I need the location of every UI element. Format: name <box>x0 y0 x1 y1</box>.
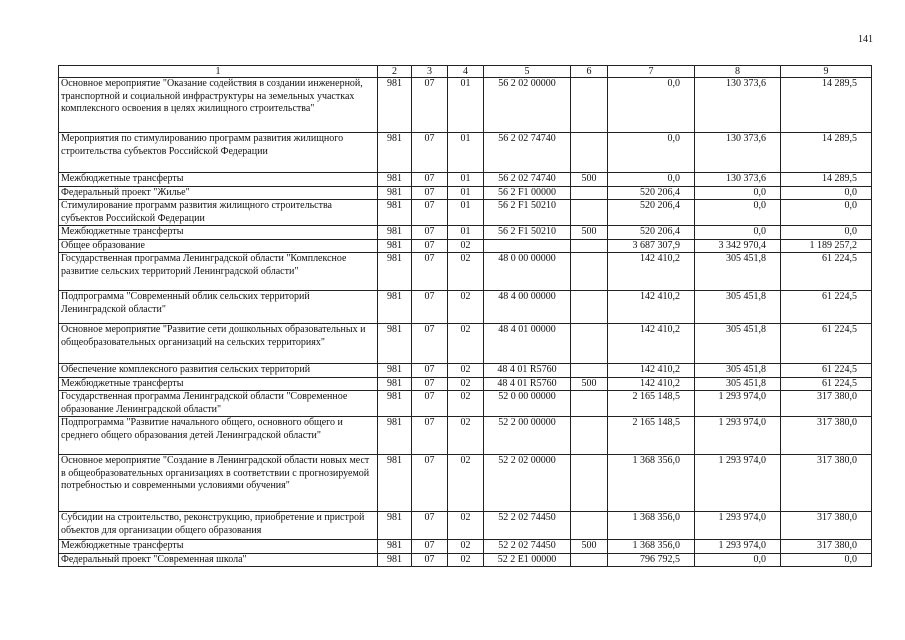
column-header: 2 <box>378 66 412 78</box>
ministry-code-cell: 981 <box>378 417 412 455</box>
amount-col9-cell: 14 289,5 <box>781 78 872 133</box>
target-article-cell: 56 2 F1 50210 <box>484 200 571 226</box>
target-article-cell: 48 4 01 R5760 <box>484 364 571 378</box>
expense-type-cell: 500 <box>571 540 608 554</box>
amount-col8-cell: 305 451,8 <box>695 324 781 364</box>
amount-col8-cell: 1 293 974,0 <box>695 417 781 455</box>
row-name-cell: Государственная программа Ленинградской области "Современное образование Ленинградской области" <box>59 391 378 417</box>
expense-type-cell <box>571 364 608 378</box>
table-row <box>59 455 872 512</box>
ministry-code-cell: 981 <box>378 78 412 133</box>
section-code-cell: 07 <box>412 377 448 391</box>
table-row <box>59 324 872 364</box>
subsection-code-cell: 01 <box>448 78 484 133</box>
subsection-code-cell: 02 <box>448 553 484 567</box>
expense-type-cell <box>571 200 608 226</box>
row-name-cell: Федеральный проект "Современная школа" <box>59 553 378 567</box>
section-code-cell: 07 <box>412 173 448 187</box>
row-name-cell: Межбюджетные трансферты <box>59 226 378 240</box>
ministry-code-cell: 981 <box>378 553 412 567</box>
row-name-cell: Субсидии на строительство, реконструкцию, приобретение и пристрой объектов для организации общего образования <box>59 512 378 540</box>
ministry-code-cell: 981 <box>378 391 412 417</box>
table-row <box>59 173 872 187</box>
target-article-cell: 52 2 02 74450 <box>484 540 571 554</box>
amount-col7-cell: 520 206,4 <box>608 200 695 226</box>
amount-col9-cell: 61 224,5 <box>781 324 872 364</box>
section-code-cell: 07 <box>412 417 448 455</box>
column-header: 4 <box>448 66 484 78</box>
amount-col8-cell: 130 373,6 <box>695 173 781 187</box>
subsection-code-cell: 01 <box>448 226 484 240</box>
amount-col7-cell: 3 687 307,9 <box>608 239 695 253</box>
expense-type-cell <box>571 291 608 324</box>
expense-type-cell: 500 <box>571 173 608 187</box>
amount-col8-cell: 130 373,6 <box>695 78 781 133</box>
target-article-cell <box>484 239 571 253</box>
amount-col8-cell: 1 293 974,0 <box>695 391 781 417</box>
section-code-cell: 07 <box>412 253 448 291</box>
amount-col8-cell: 1 293 974,0 <box>695 512 781 540</box>
section-code-cell: 07 <box>412 186 448 200</box>
amount-col7-cell: 0,0 <box>608 78 695 133</box>
amount-col9-cell: 61 224,5 <box>781 377 872 391</box>
row-name-cell: Стимулирование программ развития жилищного строительства субъектов Российской Федерации <box>59 200 378 226</box>
expense-type-cell <box>571 512 608 540</box>
expense-type-cell <box>571 186 608 200</box>
row-name-cell: Межбюджетные трансферты <box>59 540 378 554</box>
amount-col9-cell: 0,0 <box>781 200 872 226</box>
amount-col9-cell: 0,0 <box>781 553 872 567</box>
column-header: 6 <box>571 66 608 78</box>
amount-col8-cell: 0,0 <box>695 553 781 567</box>
amount-col7-cell: 520 206,4 <box>608 226 695 240</box>
table-row <box>59 133 872 173</box>
amount-col9-cell: 14 289,5 <box>781 173 872 187</box>
row-name-cell: Основное мероприятие "Создание в Ленинградской области новых мест в общеобразовательных организациях в соответствии с прогнозируемой потребностью и современными условиями обучения" <box>59 455 378 512</box>
section-code-cell: 07 <box>412 78 448 133</box>
table-row <box>59 186 872 200</box>
column-header: 1 <box>59 66 378 78</box>
amount-col8-cell: 0,0 <box>695 200 781 226</box>
section-code-cell: 07 <box>412 391 448 417</box>
subsection-code-cell: 02 <box>448 417 484 455</box>
table-row <box>59 553 872 567</box>
expense-type-cell <box>571 391 608 417</box>
table-row <box>59 239 872 253</box>
amount-col8-cell: 130 373,6 <box>695 133 781 173</box>
subsection-code-cell: 01 <box>448 200 484 226</box>
target-article-cell: 52 2 00 00000 <box>484 417 571 455</box>
amount-col9-cell: 317 380,0 <box>781 455 872 512</box>
column-header: 5 <box>484 66 571 78</box>
ministry-code-cell: 981 <box>378 455 412 512</box>
section-code-cell: 07 <box>412 512 448 540</box>
table-row <box>59 253 872 291</box>
amount-col7-cell: 142 410,2 <box>608 364 695 378</box>
section-code-cell: 07 <box>412 133 448 173</box>
expense-type-cell <box>571 417 608 455</box>
row-name-cell: Мероприятия по стимулированию программ развития жилищного строительства субъектов Российской Федерации <box>59 133 378 173</box>
row-name-cell: Подпрограмма "Современный облик сельских территорий Ленинградской области" <box>59 291 378 324</box>
amount-col8-cell: 0,0 <box>695 186 781 200</box>
expense-type-cell <box>571 78 608 133</box>
target-article-cell: 56 2 F1 00000 <box>484 186 571 200</box>
subsection-code-cell: 01 <box>448 133 484 173</box>
row-name-cell: Государственная программа Ленинградской области "Комплексное развитие сельских территорий Ленинградской области" <box>59 253 378 291</box>
table-row <box>59 226 872 240</box>
table-row <box>59 200 872 226</box>
target-article-cell: 52 0 00 00000 <box>484 391 571 417</box>
ministry-code-cell: 981 <box>378 291 412 324</box>
ministry-code-cell: 981 <box>378 364 412 378</box>
ministry-code-cell: 981 <box>378 512 412 540</box>
amount-col8-cell: 305 451,8 <box>695 364 781 378</box>
amount-col8-cell: 3 342 970,4 <box>695 239 781 253</box>
ministry-code-cell: 981 <box>378 200 412 226</box>
amount-col9-cell: 0,0 <box>781 226 872 240</box>
expense-type-cell: 500 <box>571 377 608 391</box>
row-name-cell: Межбюджетные трансферты <box>59 377 378 391</box>
table-row <box>59 377 872 391</box>
target-article-cell: 56 2 02 74740 <box>484 173 571 187</box>
target-article-cell: 48 0 00 00000 <box>484 253 571 291</box>
table-row <box>59 78 872 133</box>
amount-col9-cell: 61 224,5 <box>781 364 872 378</box>
subsection-code-cell: 02 <box>448 239 484 253</box>
ministry-code-cell: 981 <box>378 239 412 253</box>
target-article-cell: 48 4 01 R5760 <box>484 377 571 391</box>
ministry-code-cell: 981 <box>378 324 412 364</box>
table-header-row <box>59 66 872 78</box>
amount-col9-cell: 317 380,0 <box>781 512 872 540</box>
section-code-cell: 07 <box>412 200 448 226</box>
amount-col9-cell: 317 380,0 <box>781 540 872 554</box>
row-name-cell: Межбюджетные трансферты <box>59 173 378 187</box>
expense-type-cell <box>571 253 608 291</box>
target-article-cell: 56 2 02 00000 <box>484 78 571 133</box>
amount-col8-cell: 1 293 974,0 <box>695 540 781 554</box>
amount-col9-cell: 1 189 257,2 <box>781 239 872 253</box>
amount-col9-cell: 317 380,0 <box>781 417 872 455</box>
expense-type-cell <box>571 133 608 173</box>
amount-col9-cell: 14 289,5 <box>781 133 872 173</box>
section-code-cell: 07 <box>412 364 448 378</box>
amount-col9-cell: 61 224,5 <box>781 291 872 324</box>
section-code-cell: 07 <box>412 291 448 324</box>
ministry-code-cell: 981 <box>378 173 412 187</box>
subsection-code-cell: 02 <box>448 377 484 391</box>
target-article-cell: 52 2 02 00000 <box>484 455 571 512</box>
row-name-cell: Основное мероприятие "Развитие сети дошкольных образовательных и общеобразовательных организаций на сельских территориях" <box>59 324 378 364</box>
amount-col7-cell: 796 792,5 <box>608 553 695 567</box>
amount-col8-cell: 305 451,8 <box>695 291 781 324</box>
amount-col7-cell: 142 410,2 <box>608 291 695 324</box>
expense-type-cell <box>571 239 608 253</box>
subsection-code-cell: 01 <box>448 186 484 200</box>
amount-col7-cell: 2 165 148,5 <box>608 417 695 455</box>
column-header: 9 <box>781 66 872 78</box>
amount-col8-cell: 305 451,8 <box>695 253 781 291</box>
section-code-cell: 07 <box>412 226 448 240</box>
section-code-cell: 07 <box>412 324 448 364</box>
ministry-code-cell: 981 <box>378 377 412 391</box>
subsection-code-cell: 02 <box>448 253 484 291</box>
table-row <box>59 417 872 455</box>
table-row <box>59 540 872 554</box>
amount-col7-cell: 0,0 <box>608 173 695 187</box>
amount-col9-cell: 61 224,5 <box>781 253 872 291</box>
amount-col7-cell: 1 368 356,0 <box>608 540 695 554</box>
subsection-code-cell: 02 <box>448 512 484 540</box>
amount-col7-cell: 1 368 356,0 <box>608 455 695 512</box>
ministry-code-cell: 981 <box>378 253 412 291</box>
subsection-code-cell: 02 <box>448 455 484 512</box>
ministry-code-cell: 981 <box>378 540 412 554</box>
subsection-code-cell: 01 <box>448 173 484 187</box>
column-header: 7 <box>608 66 695 78</box>
subsection-code-cell: 02 <box>448 324 484 364</box>
amount-col7-cell: 0,0 <box>608 133 695 173</box>
amount-col7-cell: 1 368 356,0 <box>608 512 695 540</box>
table-row <box>59 391 872 417</box>
expense-type-cell <box>571 324 608 364</box>
target-article-cell: 52 2 E1 00000 <box>484 553 571 567</box>
ministry-code-cell: 981 <box>378 186 412 200</box>
amount-col9-cell: 317 380,0 <box>781 391 872 417</box>
target-article-cell: 52 2 02 74450 <box>484 512 571 540</box>
ministry-code-cell: 981 <box>378 133 412 173</box>
amount-col8-cell: 0,0 <box>695 226 781 240</box>
target-article-cell: 56 2 F1 50210 <box>484 226 571 240</box>
row-name-cell: Основное мероприятие "Оказание содействия в создании инженерной, транспортной и социальной инфраструктуры на земельных участках комплексного освоения в целях жилищного строительства" <box>59 78 378 133</box>
amount-col9-cell: 0,0 <box>781 186 872 200</box>
amount-col8-cell: 1 293 974,0 <box>695 455 781 512</box>
amount-col7-cell: 2 165 148,5 <box>608 391 695 417</box>
ministry-code-cell: 981 <box>378 226 412 240</box>
table-row <box>59 364 872 378</box>
target-article-cell: 56 2 02 74740 <box>484 133 571 173</box>
section-code-cell: 07 <box>412 553 448 567</box>
column-header: 8 <box>695 66 781 78</box>
table-row <box>59 291 872 324</box>
subsection-code-cell: 02 <box>448 291 484 324</box>
subsection-code-cell: 02 <box>448 391 484 417</box>
page-number: 141 <box>858 34 873 45</box>
subsection-code-cell: 02 <box>448 364 484 378</box>
amount-col7-cell: 142 410,2 <box>608 324 695 364</box>
target-article-cell: 48 4 00 00000 <box>484 291 571 324</box>
expense-type-cell: 500 <box>571 226 608 240</box>
row-name-cell: Федеральный проект "Жилье" <box>59 186 378 200</box>
amount-col7-cell: 142 410,2 <box>608 377 695 391</box>
section-code-cell: 07 <box>412 455 448 512</box>
row-name-cell: Общее образование <box>59 239 378 253</box>
budget-table <box>58 65 872 567</box>
section-code-cell: 07 <box>412 239 448 253</box>
amount-col7-cell: 520 206,4 <box>608 186 695 200</box>
table-row <box>59 512 872 540</box>
row-name-cell: Обеспечение комплексного развития сельских территорий <box>59 364 378 378</box>
amount-col7-cell: 142 410,2 <box>608 253 695 291</box>
column-header: 3 <box>412 66 448 78</box>
amount-col8-cell: 305 451,8 <box>695 377 781 391</box>
row-name-cell: Подпрограмма "Развитие начального общего, основного общего и среднего общего образования детей Ленинградской области" <box>59 417 378 455</box>
section-code-cell: 07 <box>412 540 448 554</box>
subsection-code-cell: 02 <box>448 540 484 554</box>
expense-type-cell <box>571 455 608 512</box>
target-article-cell: 48 4 01 00000 <box>484 324 571 364</box>
expense-type-cell <box>571 553 608 567</box>
